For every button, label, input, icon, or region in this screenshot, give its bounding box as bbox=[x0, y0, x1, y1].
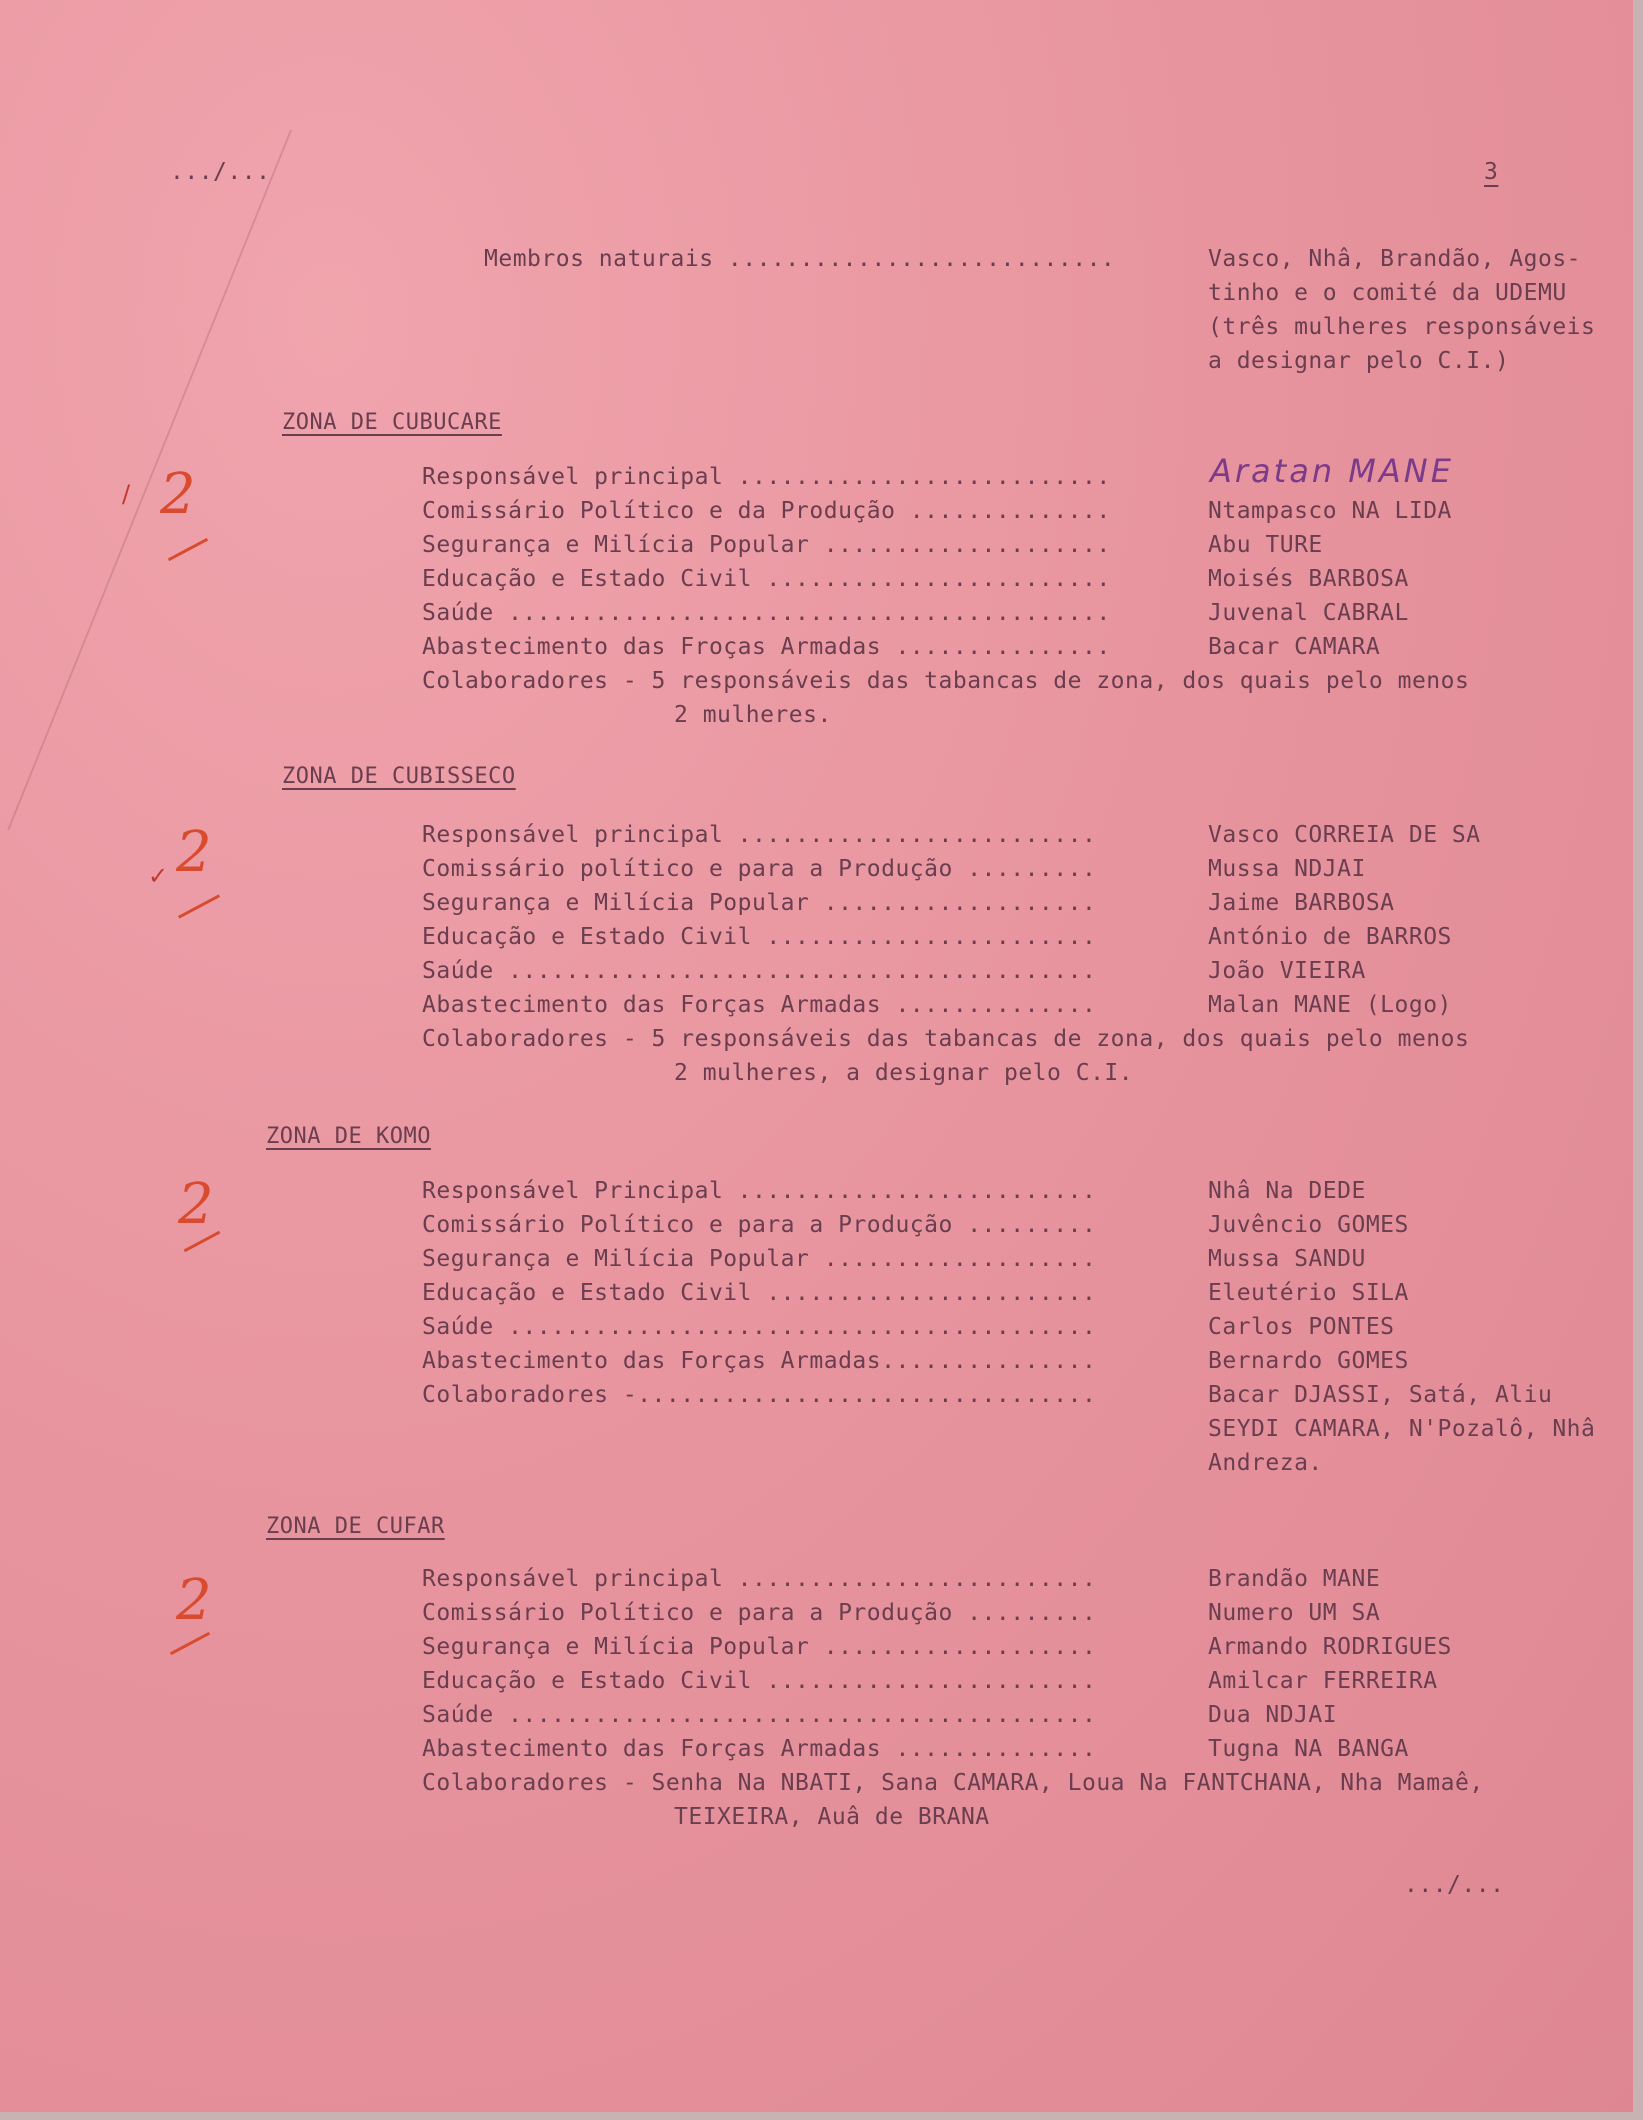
intro-value-line: (três mulheres responsáveis bbox=[1208, 314, 1596, 340]
check-tick-icon: ✓ bbox=[148, 862, 169, 890]
role-holder: Bacar CAMARA bbox=[1208, 634, 1381, 660]
role-holder: Malan MANE (Logo) bbox=[1208, 992, 1452, 1018]
role-holder: Carlos PONTES bbox=[1208, 1314, 1395, 1340]
role-label: Responsável Principal ......................... bbox=[422, 1178, 1097, 1204]
role-label: Saúde ......................................... bbox=[422, 958, 1097, 984]
role-label: Colaboradores -................................ bbox=[422, 1382, 1097, 1408]
collaborators-line: 2 mulheres. bbox=[674, 702, 832, 728]
role-label: Abastecimento das Forças Armadas .............. bbox=[422, 1736, 1097, 1762]
role-holder-continuation: Andreza. bbox=[1208, 1450, 1323, 1476]
role-holder: Ntampasco NA LIDA bbox=[1208, 498, 1452, 524]
role-holder: Juvenal CABRAL bbox=[1208, 600, 1409, 626]
intro-value-line: Vasco, Nhâ, Brandão, Agos- bbox=[1208, 246, 1582, 272]
page-edge-bottom bbox=[0, 2112, 1643, 2120]
role-label: Educação e Estado Civil ....................... bbox=[422, 924, 1097, 950]
role-holder: Juvêncio GOMES bbox=[1208, 1212, 1409, 1238]
role-label: Responsável principal ......................... bbox=[422, 1566, 1097, 1592]
role-label: Abastecimento das Forças Armadas............... bbox=[422, 1348, 1097, 1374]
collaborators-line: Colaboradores - 5 responsáveis das tabancas de zona, dos quais pelo menos bbox=[422, 1026, 1470, 1052]
role-label: Saúde ......................................... bbox=[422, 1702, 1097, 1728]
role-holder: Eleutério SILA bbox=[1208, 1280, 1409, 1306]
collaborators-line: Colaboradores - 5 responsáveis das tabancas de zona, dos quais pelo menos bbox=[422, 668, 1470, 694]
role-label: Segurança e Milícia Popular ................... bbox=[422, 1634, 1097, 1660]
role-holder-continuation: SEYDI CAMARA, N'Pozalô, Nhâ bbox=[1208, 1416, 1596, 1442]
collaborators-line: Colaboradores - Senha Na NBATI, Sana CAMARA, Loua Na FANTCHANA, Nha Mamaê, bbox=[422, 1770, 1484, 1796]
role-holder: Vasco CORREIA DE SA bbox=[1208, 822, 1481, 848]
role-label: Comissário Político e para a Produção ......... bbox=[422, 1212, 1097, 1238]
intro-value-line: tinho e o comité da UDEMU bbox=[1208, 280, 1567, 306]
role-label: Educação e Estado Civil ....................... bbox=[422, 1668, 1097, 1694]
role-label: Comissário político e para a Produção ......... bbox=[422, 856, 1097, 882]
margin-mark-underline bbox=[168, 538, 208, 561]
role-holder: Brandão MANE bbox=[1208, 1566, 1381, 1592]
margin-mark-underline bbox=[178, 894, 220, 918]
intro-value-line: a designar pelo C.I.) bbox=[1208, 348, 1510, 374]
role-label: Comissário Político e para a Produção ......... bbox=[422, 1600, 1097, 1626]
margin-mark: 2 bbox=[160, 462, 196, 527]
role-holder: Jaime BARBOSA bbox=[1208, 890, 1395, 916]
role-label: Abastecimento das Forças Armadas .............. bbox=[422, 992, 1097, 1018]
continuation-marker-top: .../... bbox=[170, 159, 271, 185]
check-tick-icon: / bbox=[122, 480, 131, 508]
margin-mark: 2 bbox=[178, 1172, 214, 1237]
paper-fold-shadow bbox=[0, 130, 292, 830]
page-edge-right bbox=[1633, 0, 1643, 2120]
role-label: Segurança e Milícia Popular .................... bbox=[422, 532, 1111, 558]
role-holder: Abu TURE bbox=[1208, 532, 1323, 558]
role-holder: Tugna NA BANGA bbox=[1208, 1736, 1409, 1762]
role-label: Comissário Político e da Produção .............. bbox=[422, 498, 1111, 524]
role-label: Educação e Estado Civil ....................... bbox=[422, 1280, 1097, 1306]
role-holder: Bacar DJASSI, Satá, Aliu bbox=[1208, 1382, 1553, 1408]
role-holder: Amilcar FERREIRA bbox=[1208, 1668, 1438, 1694]
role-holder: Numero UM SA bbox=[1208, 1600, 1381, 1626]
role-label: Responsável principal .......................... bbox=[422, 464, 1111, 490]
role-label: Segurança e Milícia Popular ................... bbox=[422, 1246, 1097, 1272]
collaborators-line: TEIXEIRA, Auâ de BRANA bbox=[674, 1804, 990, 1830]
zone-heading: ZONA DE CUBUCARE bbox=[282, 410, 502, 435]
zone-heading: ZONA DE CUBISSECO bbox=[282, 764, 516, 789]
role-holder: João VIEIRA bbox=[1208, 958, 1366, 984]
role-holder: Armando RODRIGUES bbox=[1208, 1634, 1452, 1660]
zone-heading: ZONA DE CUFAR bbox=[266, 1514, 445, 1539]
role-label: Educação e Estado Civil ........................ bbox=[422, 566, 1111, 592]
role-label: Abastecimento das Froças Armadas ............... bbox=[422, 634, 1111, 660]
role-holder: Nhâ Na DEDE bbox=[1208, 1178, 1366, 1204]
margin-mark: 2 bbox=[176, 1568, 212, 1633]
margin-mark: 2 bbox=[176, 820, 212, 885]
role-label: Responsável principal ......................... bbox=[422, 822, 1097, 848]
role-holder: Dua NDJAI bbox=[1208, 1702, 1338, 1728]
role-holder: Mussa SANDU bbox=[1208, 1246, 1366, 1272]
page-number: 3 bbox=[1484, 159, 1499, 185]
intro-label: Membros naturais ........................... bbox=[484, 246, 1116, 272]
role-holder: Mussa NDJAI bbox=[1208, 856, 1366, 882]
role-holder: Bernardo GOMES bbox=[1208, 1348, 1409, 1374]
continuation-marker-bottom: .../... bbox=[1404, 1872, 1505, 1898]
role-holder: António de BARROS bbox=[1208, 924, 1452, 950]
margin-mark-underline bbox=[170, 1632, 210, 1655]
handwritten-name: Aratan MANE bbox=[1210, 452, 1454, 490]
role-label: Saúde .......................................... bbox=[422, 600, 1111, 626]
zone-heading: ZONA DE KOMO bbox=[266, 1124, 431, 1149]
role-label: Segurança e Milícia Popular ................... bbox=[422, 890, 1097, 916]
role-label: Saúde ......................................... bbox=[422, 1314, 1097, 1340]
collaborators-line: 2 mulheres, a designar pelo C.I. bbox=[674, 1060, 1134, 1086]
role-holder: Moisés BARBOSA bbox=[1208, 566, 1409, 592]
